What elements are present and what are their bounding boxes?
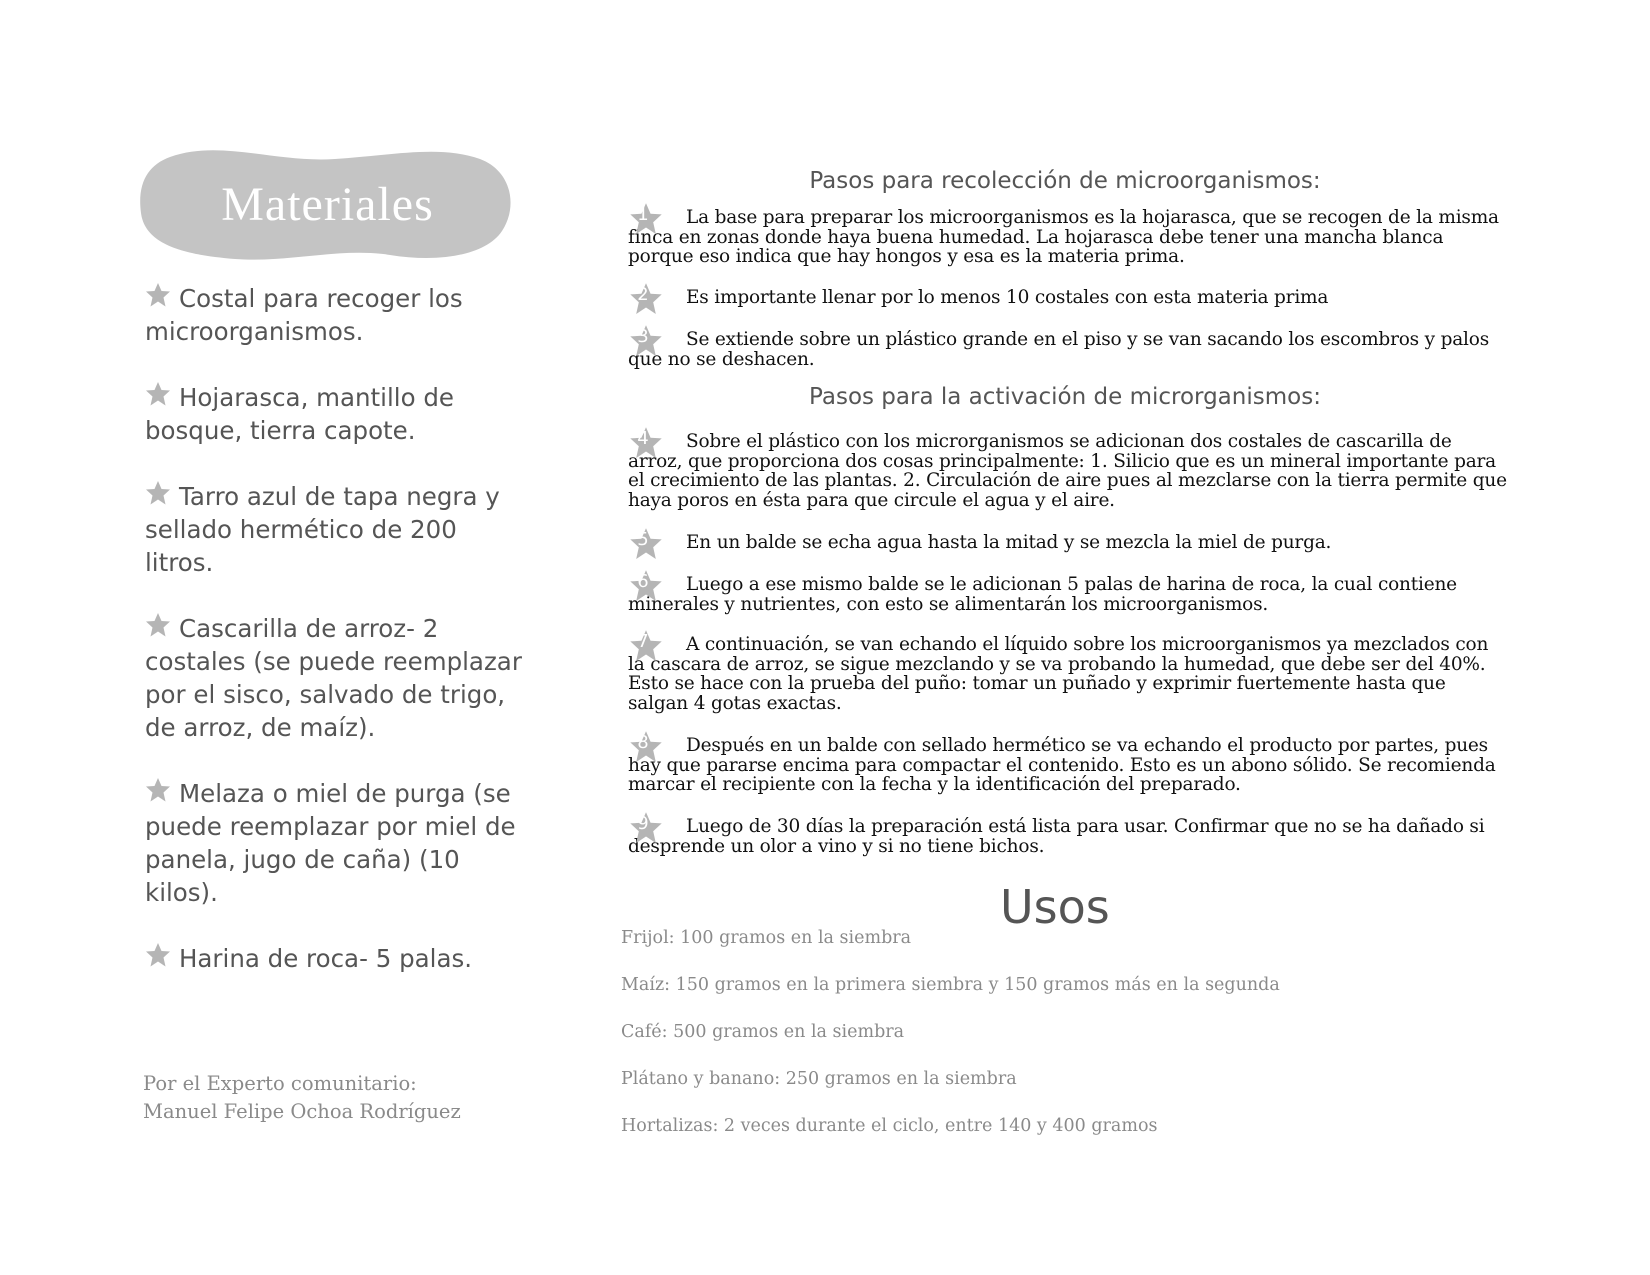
material-text: Hojarasca, mantillo de bosque, tierra capote. — [145, 383, 454, 445]
activacion-heading: Pasos para la activación de microrganismos: — [809, 384, 1321, 410]
step-number: 8 — [637, 732, 649, 753]
list-item — [145, 942, 525, 975]
step-text: Se extiende sobre un plástico grande en el piso y se van sacando los escombros y palos que no se deshacen. — [628, 329, 1489, 370]
step-item — [628, 204, 1508, 267]
list-item — [145, 381, 525, 447]
step-item — [628, 571, 1508, 615]
step-item — [628, 326, 1508, 370]
materiales-header — [140, 145, 515, 263]
step-item — [628, 813, 1508, 857]
star-badge — [628, 324, 664, 358]
star-icon — [145, 942, 171, 968]
list-item — [145, 612, 525, 744]
star-badge — [628, 527, 664, 561]
star-badge — [628, 811, 664, 845]
star-icon — [145, 282, 171, 308]
material-text: Tarro azul de tapa negra y sellado hermético de 200 litros. — [145, 482, 500, 577]
list-item — [145, 777, 525, 909]
star-icon — [145, 612, 171, 638]
credit-line1: Por el Experto comunitario: — [143, 1072, 417, 1095]
step-item — [628, 428, 1508, 511]
step-number: 6 — [637, 571, 649, 592]
step-number: 9 — [637, 813, 649, 834]
material-text: Harina de roca- 5 palas. — [179, 944, 473, 973]
uso-item: Hortalizas: 2 veces durante el ciclo, entre 140 y 400 gramos — [621, 1116, 1158, 1136]
step-item — [628, 284, 1508, 308]
step-number: 3 — [637, 326, 649, 347]
uso-item: Frijol: 100 gramos en la siembra — [621, 928, 912, 948]
materiales-title: Materiales — [221, 177, 434, 231]
step-text: Es importante llenar por lo menos 10 costales con esta materia prima — [686, 287, 1329, 308]
star-badge — [628, 282, 664, 316]
star-icon — [145, 480, 171, 506]
step-text: Luego a ese mismo balde se le adicionan 5 palas de harina de roca, la cual contiene minerales y nutrientes, con esto se alimentarán los microorganismos. — [628, 574, 1457, 615]
material-text: Melaza o miel de purga (se puede reemplazar por miel de panela, jugo de caña) (10 kilos). — [145, 779, 516, 907]
star-badge — [628, 569, 664, 603]
recoleccion-heading: Pasos para recolección de microorganismos: — [809, 168, 1321, 194]
credit — [143, 1070, 543, 1126]
step-text: A continuación, se van echando el líquido sobre los microorganismos ya mezclados con la cascara de arroz, se sigue mezclando y se va probando la humedad, que debe ser del 40%. Esto se hace con la prueba del puño: tomar un puñado y exprimir fuertemente hasta que salgan 4 gotas exactas. — [628, 634, 1489, 714]
step-number: 2 — [637, 284, 649, 305]
usos-title: Usos — [1000, 880, 1110, 934]
materials-list — [145, 282, 525, 1008]
step-number: 5 — [637, 529, 649, 550]
step-number: 1 — [637, 204, 649, 225]
uso-item: Plátano y banano: 250 gramos en la siembra — [621, 1069, 1017, 1089]
list-item — [145, 282, 525, 348]
step-text: Luego de 30 días la preparación está lista para usar. Confirmar que no se ha dañado si desprende un olor a vino y si no tiene bichos. — [628, 816, 1485, 857]
material-text: Cascarilla de arroz- 2 costales (se puede reemplazar por el sisco, salvado de trigo, de arroz, de maíz). — [145, 614, 522, 742]
step-item — [628, 529, 1508, 553]
step-text: Después en un balde con sellado hermético se va echando el producto por partes, pues hay que pararse encima para compactar el contenido. Esto es un abono sólido. Se recomienda marcar el recipiente con la fecha y la identificación del preparado. — [628, 735, 1496, 795]
step-text: La base para preparar los microorganismos es la hojarasca, que se recogen de la misma finca en zonas donde haya buena humedad. La hojarasca debe tener una mancha blanca porque eso indica que hay hongos y esa es la materia prima. — [628, 207, 1499, 267]
credit-line2: Manuel Felipe Ochoa Rodríguez — [143, 1100, 461, 1123]
step-text: En un balde se echa agua hasta la mitad y se mezcla la miel de purga. — [686, 532, 1332, 553]
uso-item: Café: 500 gramos en la siembra — [621, 1022, 905, 1042]
star-icon — [145, 381, 171, 407]
step-number: 7 — [637, 631, 649, 652]
list-item — [145, 480, 525, 579]
star-badge — [628, 730, 664, 764]
star-badge — [628, 202, 664, 236]
star-badge — [628, 629, 664, 663]
step-item — [628, 631, 1508, 714]
material-text: Costal para recoger los microorganismos. — [145, 284, 463, 346]
star-badge — [628, 426, 664, 460]
star-icon — [145, 777, 171, 803]
uso-item: Maíz: 150 gramos en la primera siembra y 150 gramos más en la segunda — [621, 975, 1280, 995]
step-text: Sobre el plástico con los microrganismos se adicionan dos costales de cascarilla de arroz, que proporciona dos cosas principalmente: 1. Silicio que es un mineral importante para el crecimiento de las plantas. 2. Circulación de aire pues al mezclarse con la tierra permite que haya poros en ésta para que circule el agua y el aire. — [628, 431, 1507, 511]
step-number: 4 — [637, 428, 649, 449]
step-item — [628, 732, 1508, 795]
